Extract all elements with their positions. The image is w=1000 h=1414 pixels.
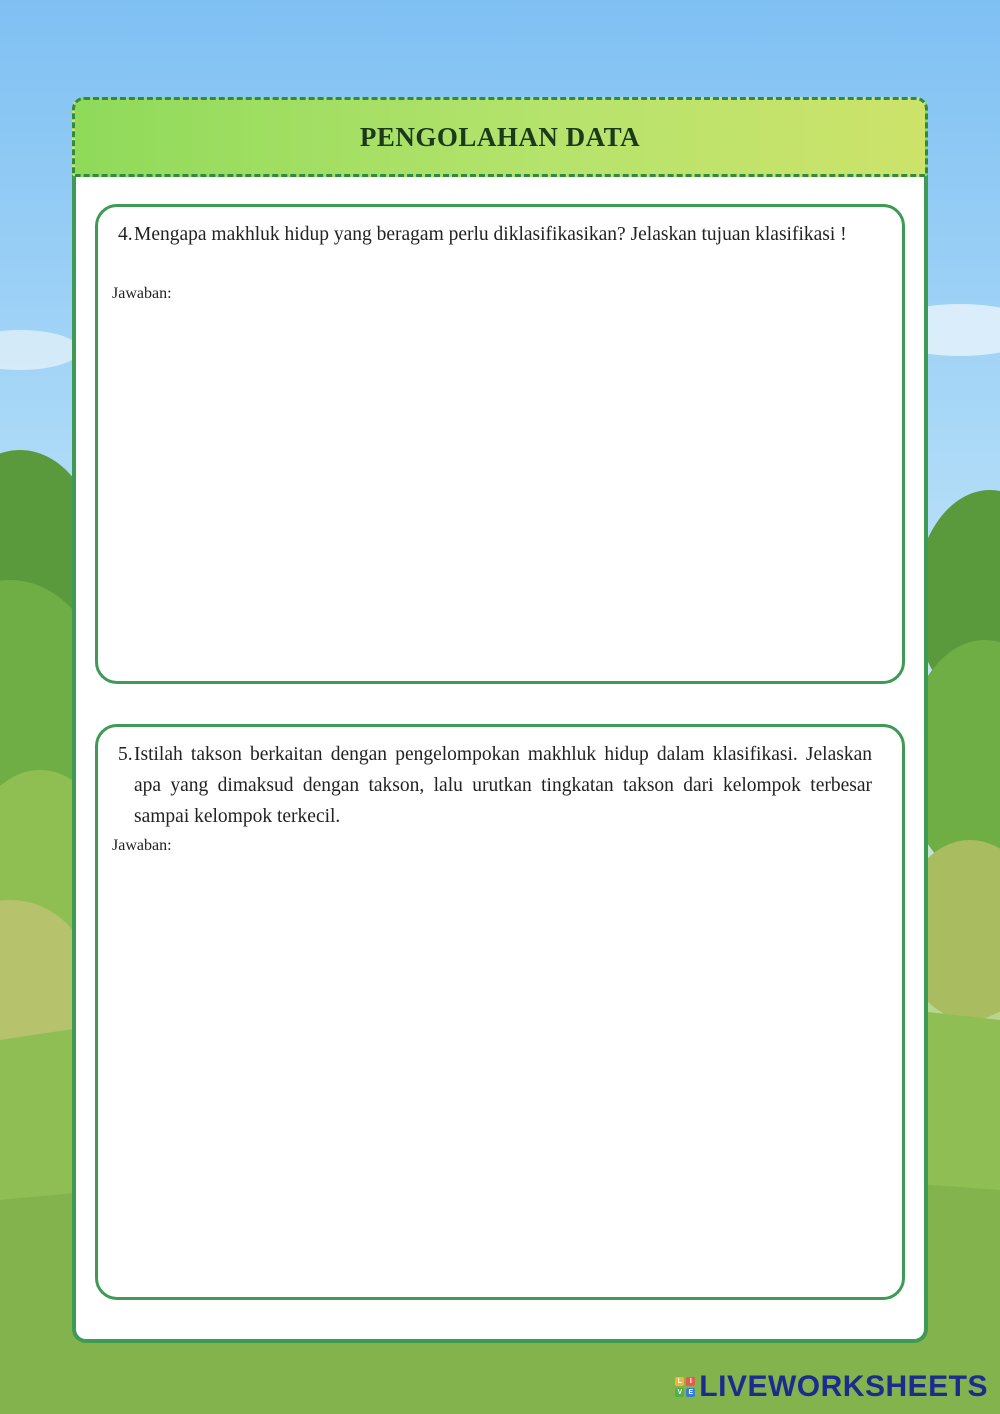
answer-label: Jawaban: xyxy=(112,285,172,302)
logo-icon: L I V E xyxy=(675,1377,695,1397)
brand-name: LIVEWORKSHEETS xyxy=(699,1370,988,1403)
question-4 xyxy=(118,219,872,250)
liveworksheets-logo xyxy=(675,1370,988,1404)
question-card-4 xyxy=(95,204,905,684)
question-number: 4. xyxy=(118,224,133,245)
page-title: PENGOLAHAN DATA xyxy=(359,121,641,152)
answer-label: Jawaban: xyxy=(112,837,172,854)
question-text: Istilah takson berkaitan dengan pengelompokan makhluk hidup dalam klasifikasi. Jelaskan apa yang dimaksud dengan takson, lalu urutkan tingkatan takson dari kelompok terbesar sampai kelompok terkecil. xyxy=(134,744,872,827)
question-card-5 xyxy=(95,724,905,1300)
question-number: 5. xyxy=(118,744,133,765)
section-header xyxy=(72,97,928,177)
question-text: Mengapa makhluk hidup yang beragam perlu diklasifikasikan? Jelaskan tujuan klasifikasi ! xyxy=(134,224,847,245)
answer-area-4[interactable] xyxy=(112,311,888,667)
question-5 xyxy=(118,739,872,832)
answer-area-5[interactable] xyxy=(112,863,888,1283)
